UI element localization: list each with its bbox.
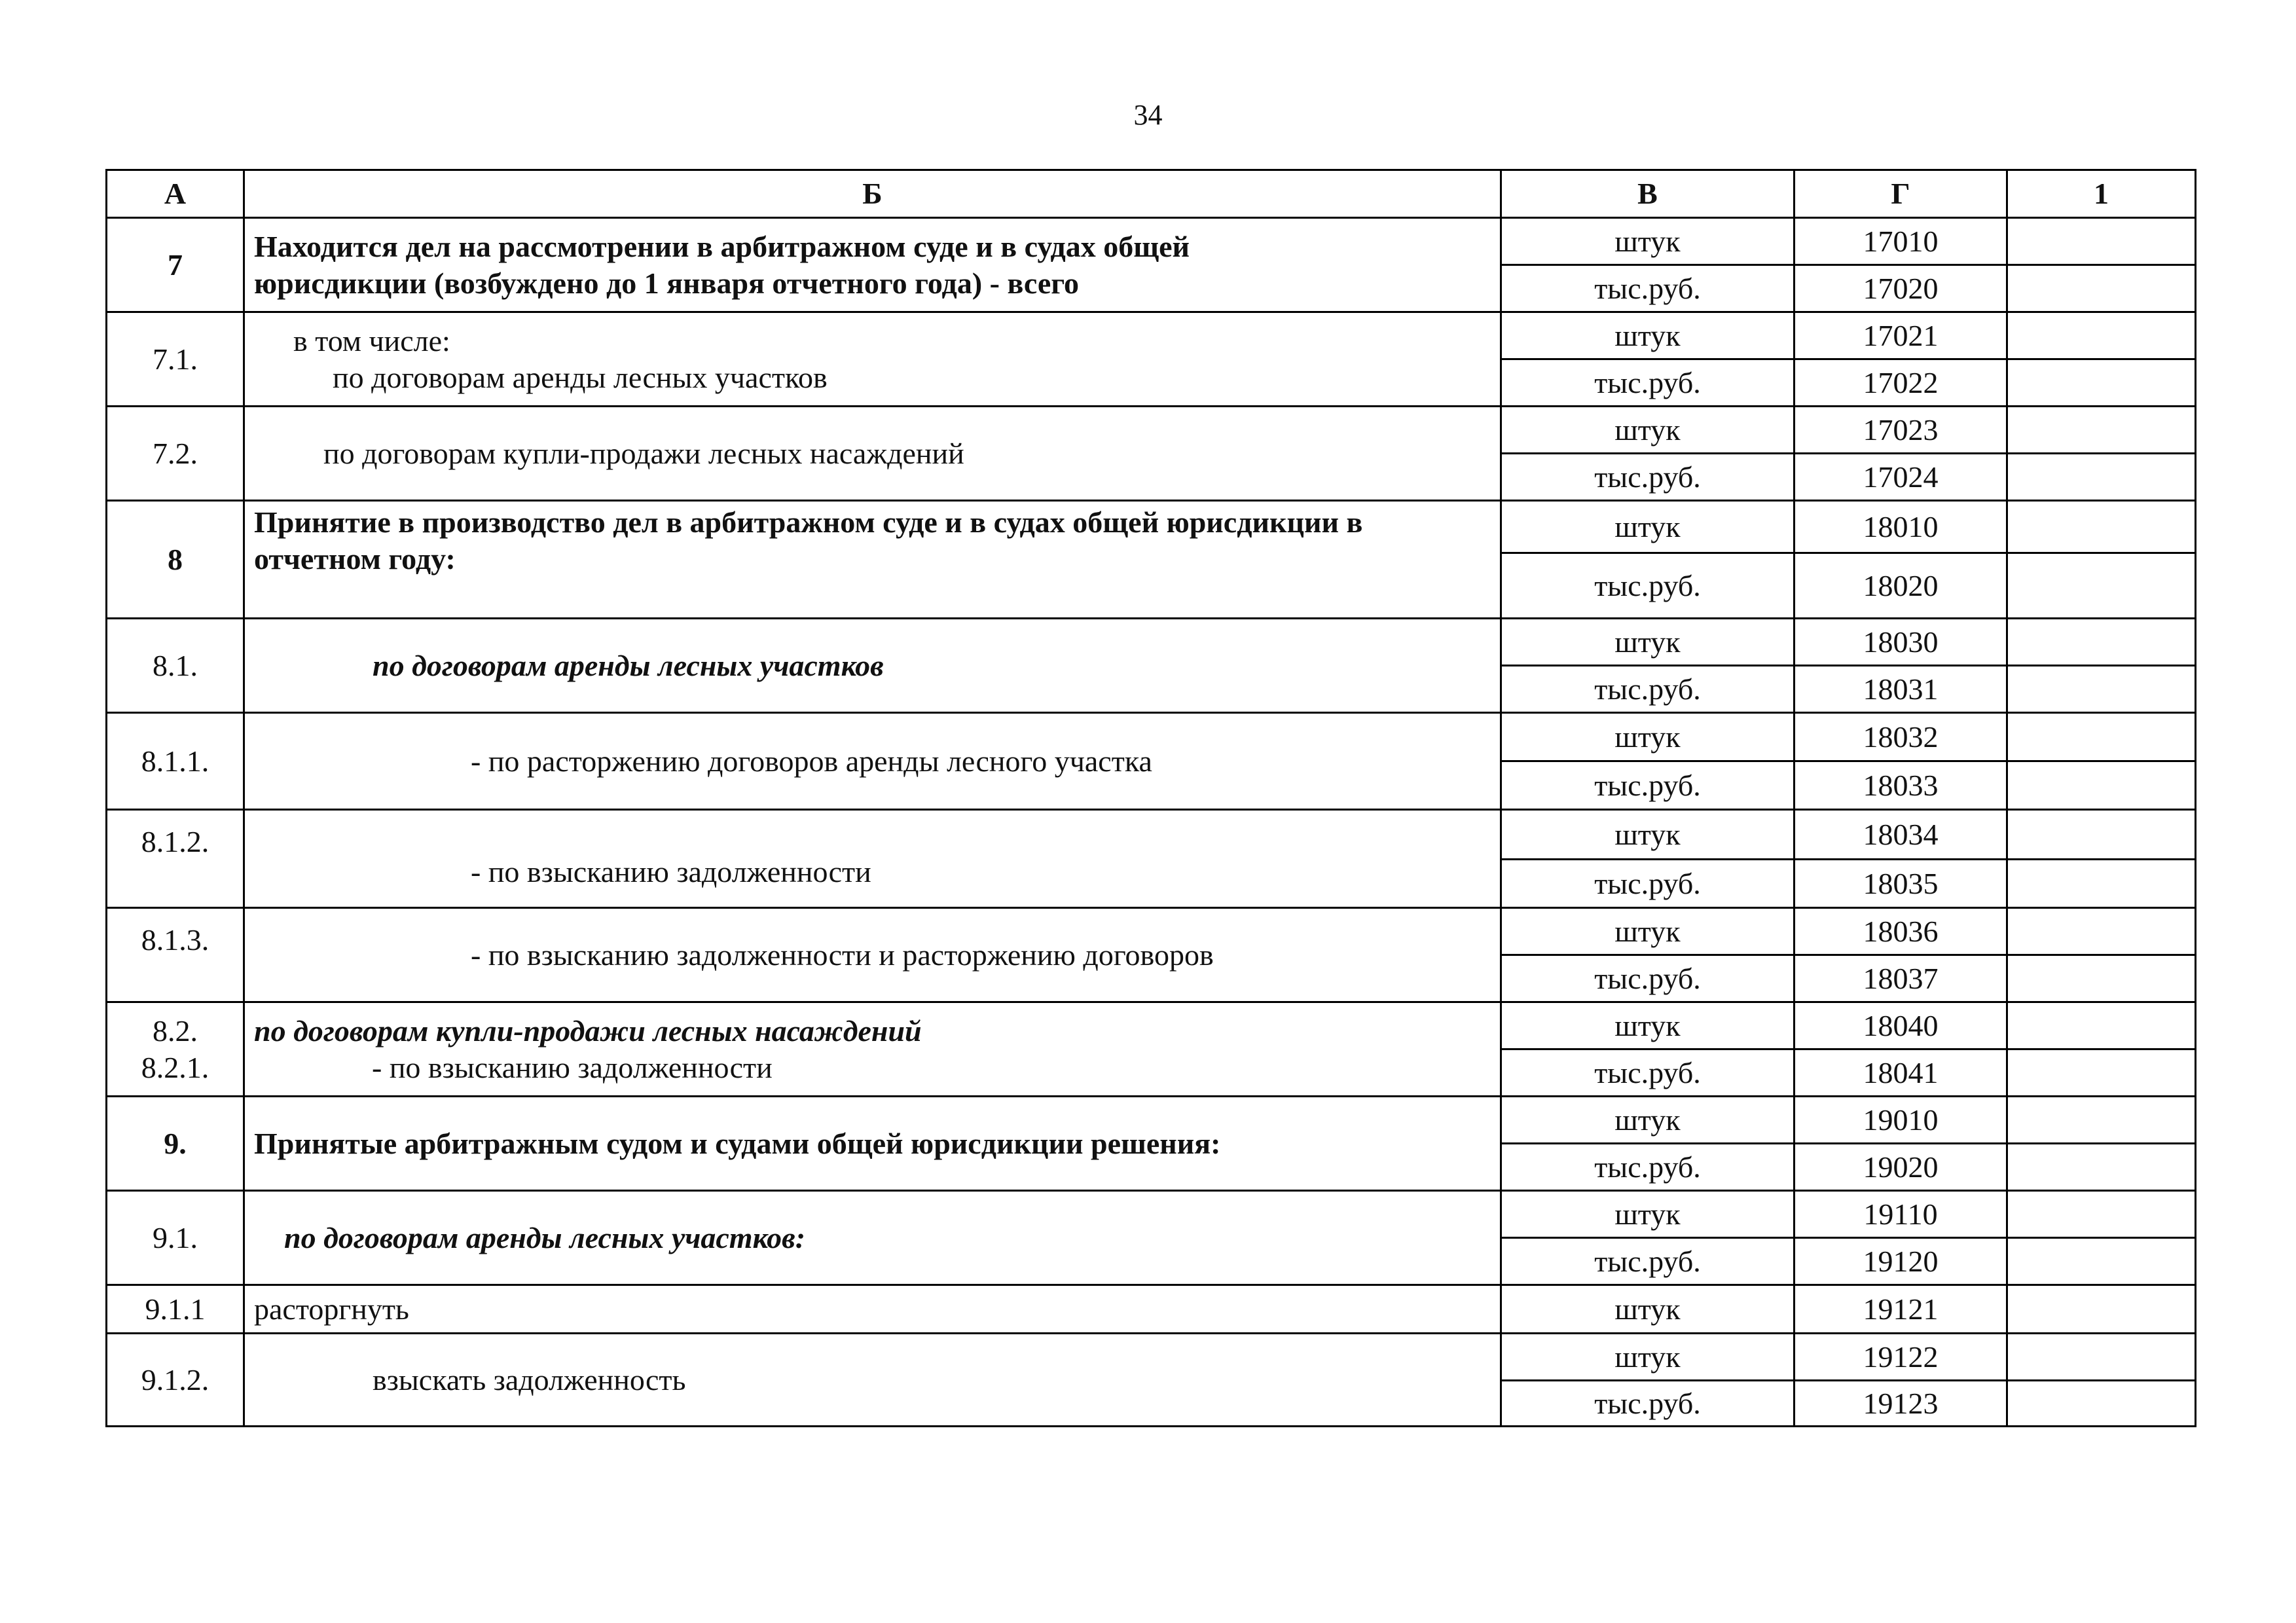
row-number: 8.1.1. [107,713,244,810]
header-col-b: Б [244,170,1501,218]
row-description: расторгнуть [244,1285,1501,1334]
code-cell: 17010 [1795,218,2007,265]
value-cell[interactable] [2007,955,2196,1002]
row-number: 9.1. [107,1191,244,1285]
row-number: 8 [107,501,244,619]
row-description [244,1002,1501,1097]
row-description [244,218,1501,312]
code-cell: 18033 [1795,761,2007,810]
unit-cell: тыс.руб. [1501,265,1795,312]
value-cell[interactable] [2007,1002,2196,1049]
unit-cell: тыс.руб. [1501,454,1795,501]
header-col-a: А [107,170,244,218]
code-cell: 18032 [1795,713,2007,761]
code-cell: 17024 [1795,454,2007,501]
code-cell: 18034 [1795,810,2007,860]
table-row [107,1097,2196,1144]
row-text-line: в том числе: [293,323,450,357]
row-text-line: юрисдикции (возбуждено до 1 января отчетного года) - всего [254,266,1079,300]
unit-cell: штук [1501,619,1795,666]
unit-cell: тыс.руб. [1501,1144,1795,1191]
value-cell[interactable] [2007,407,2196,454]
row-description: по договорам аренды лесных участков: [244,1191,1501,1285]
code-cell: 17020 [1795,265,2007,312]
unit-cell: штук [1501,1191,1795,1238]
value-cell[interactable] [2007,1191,2196,1238]
code-cell: 18041 [1795,1049,2007,1097]
row-description: по договорам купли-продажи лесных насаждений [244,407,1501,501]
report-table [105,169,2196,1427]
row-description: взыскать задолженность [244,1334,1501,1427]
header-row [107,170,2196,218]
value-cell[interactable] [2007,1285,2196,1334]
table-row [107,810,2196,860]
row-text-line: - по взысканию задолженности [372,1050,773,1084]
table-row [107,218,2196,265]
row-description: по договорам аренды лесных участков [244,619,1501,713]
code-cell: 18035 [1795,860,2007,908]
unit-cell: тыс.руб. [1501,359,1795,407]
value-cell[interactable] [2007,619,2196,666]
value-cell[interactable] [2007,1381,2196,1427]
value-cell[interactable] [2007,761,2196,810]
row-description: - по расторжению договоров аренды лесного участка [244,713,1501,810]
row-description: - по взысканию задолженности и расторжению договоров [244,908,1501,1002]
value-cell[interactable] [2007,1238,2196,1285]
row-text-line: Находится дел на рассмотрении в арбитражном суде и в судах общей [254,229,1190,263]
value-cell[interactable] [2007,265,2196,312]
row-text-line: по договорам аренды лесных участков [333,360,828,394]
row-number: 9. [107,1097,244,1191]
value-cell[interactable] [2007,1144,2196,1191]
unit-cell: тыс.руб. [1501,553,1795,619]
row-number: 7 [107,218,244,312]
value-cell[interactable] [2007,908,2196,955]
row-number: 7.2. [107,407,244,501]
unit-cell: штук [1501,1334,1795,1381]
unit-cell: штук [1501,810,1795,860]
table-row [107,501,2196,553]
code-cell: 18030 [1795,619,2007,666]
value-cell[interactable] [2007,860,2196,908]
row-number: 9.1.1 [107,1285,244,1334]
row-number [107,1002,244,1097]
code-cell: 19010 [1795,1097,2007,1144]
unit-cell: тыс.руб. [1501,1238,1795,1285]
table-row [107,908,2196,955]
unit-cell: штук [1501,713,1795,761]
row-number: 8.1.2. [107,810,244,908]
code-cell: 19020 [1795,1144,2007,1191]
value-cell[interactable] [2007,810,2196,860]
code-cell: 18031 [1795,666,2007,713]
value-cell[interactable] [2007,1334,2196,1381]
table-row [107,1191,2196,1238]
unit-cell: штук [1501,908,1795,955]
code-cell: 18037 [1795,955,2007,1002]
code-cell: 18010 [1795,501,2007,553]
code-cell: 19121 [1795,1285,2007,1334]
row-description: Принятые арбитражным судом и судами общей юрисдикции решения: [244,1097,1501,1191]
code-cell: 17021 [1795,312,2007,359]
code-cell: 18020 [1795,553,2007,619]
code-cell: 19120 [1795,1238,2007,1285]
value-cell[interactable] [2007,1097,2196,1144]
value-cell[interactable] [2007,553,2196,619]
row-number-line: 8.2.1. [141,1050,210,1084]
value-cell[interactable] [2007,359,2196,407]
table-row [107,312,2196,359]
value-cell[interactable] [2007,1049,2196,1097]
table-row [107,713,2196,761]
header-col-v: В [1501,170,1795,218]
table-row [107,407,2196,454]
table-row [107,619,2196,666]
unit-cell: тыс.руб. [1501,666,1795,713]
table-row [107,1285,2196,1334]
row-number: 7.1. [107,312,244,407]
unit-cell: тыс.руб. [1501,1381,1795,1427]
unit-cell: штук [1501,312,1795,359]
table-row [107,1002,2196,1049]
value-cell[interactable] [2007,218,2196,265]
unit-cell: штук [1501,1002,1795,1049]
code-cell: 17023 [1795,407,2007,454]
table-row [107,1334,2196,1381]
header-col-g: Г [1795,170,2007,218]
code-cell: 19122 [1795,1334,2007,1381]
code-cell: 19110 [1795,1191,2007,1238]
unit-cell: штук [1501,407,1795,454]
row-text-line: Принятие в производство дел в арбитражном суде и в судах общей юрисдикции в [254,505,1363,539]
row-number: 8.1.3. [107,908,244,1002]
page-number: 34 [1133,99,1163,131]
value-cell[interactable] [2007,312,2196,359]
unit-cell: штук [1501,1285,1795,1334]
row-number: 8.1. [107,619,244,713]
row-text-line: по договорам купли-продажи лесных насаждений [254,1013,922,1048]
code-cell: 17022 [1795,359,2007,407]
row-number: 9.1.2. [107,1334,244,1427]
unit-cell: тыс.руб. [1501,955,1795,1002]
unit-cell: тыс.руб. [1501,860,1795,908]
unit-cell: штук [1501,501,1795,553]
value-cell[interactable] [2007,666,2196,713]
row-description [244,501,1501,619]
row-description [244,312,1501,407]
row-number-line: 8.2. [153,1013,198,1048]
unit-cell: тыс.руб. [1501,1049,1795,1097]
value-cell[interactable] [2007,501,2196,553]
value-cell[interactable] [2007,713,2196,761]
unit-cell: штук [1501,1097,1795,1144]
header-col-1: 1 [2007,170,2196,218]
unit-cell: штук [1501,218,1795,265]
code-cell: 18036 [1795,908,2007,955]
code-cell: 19123 [1795,1381,2007,1427]
value-cell[interactable] [2007,454,2196,501]
unit-cell: тыс.руб. [1501,761,1795,810]
row-description: - по взысканию задолженности [244,810,1501,908]
row-text-line: отчетном году: [254,542,456,575]
code-cell: 18040 [1795,1002,2007,1049]
